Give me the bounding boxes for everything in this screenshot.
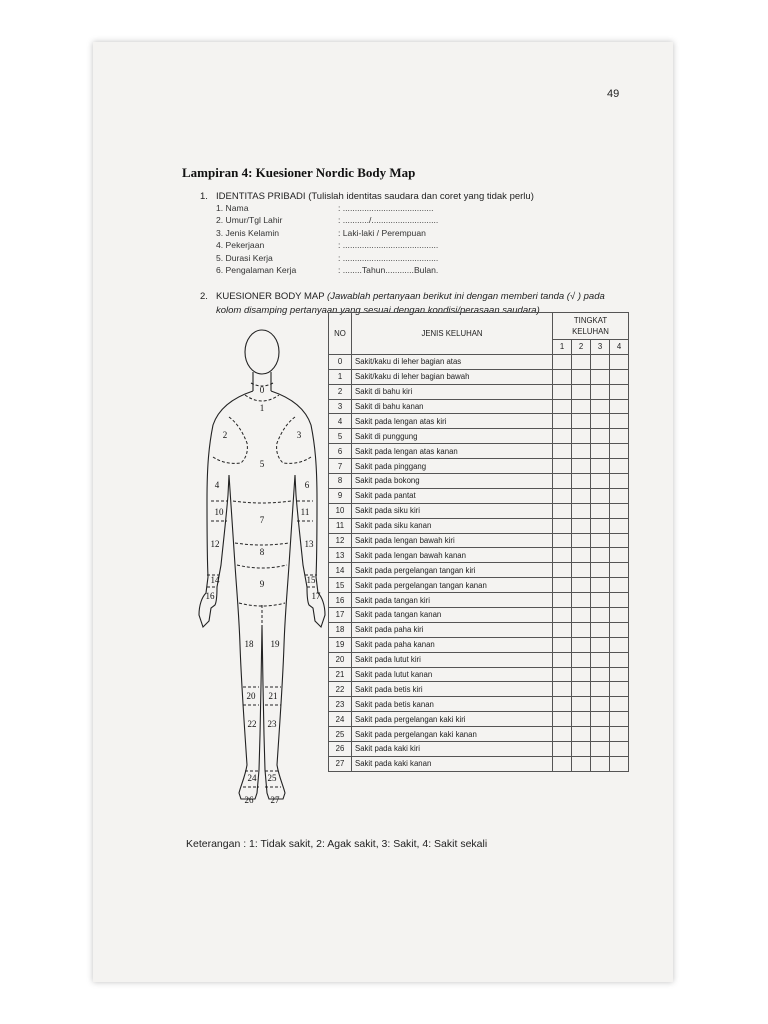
row-complaint: Sakit pada paha kanan (352, 637, 553, 652)
level-checkbox-cell[interactable] (610, 756, 629, 771)
row-complaint: Sakit pada lengan atas kiri (352, 414, 553, 429)
row-number: 7 (329, 459, 352, 474)
identity-field-value[interactable]: : ........................................ (338, 252, 439, 263)
row-complaint: Sakit pada kaki kanan (352, 756, 553, 771)
row-number: 26 (329, 742, 352, 757)
level-checkbox-cell[interactable] (610, 548, 629, 563)
section-1-title: IDENTITAS PRIBADI (Tulislah identitas saudara dan coret yang tidak perlu) (216, 191, 534, 202)
level-checkbox-cell[interactable] (610, 488, 629, 503)
level-checkbox-cell[interactable] (591, 459, 610, 474)
level-checkbox-cell[interactable] (610, 742, 629, 757)
body-region-label: 8 (259, 547, 265, 557)
row-complaint: Sakit pada pergelangan tangan kiri (352, 563, 553, 578)
table-row (329, 712, 629, 727)
level-checkbox-cell[interactable] (572, 682, 591, 697)
level-checkbox-cell[interactable] (591, 637, 610, 652)
level-checkbox-cell[interactable] (610, 518, 629, 533)
level-checkbox-cell[interactable] (610, 503, 629, 518)
row-complaint: Sakit pada tangan kanan (352, 608, 553, 623)
level-checkbox-cell[interactable] (572, 727, 591, 742)
table-row (329, 622, 629, 637)
row-number: 24 (329, 712, 352, 727)
level-header: 2 (572, 340, 591, 355)
level-checkbox-cell[interactable] (572, 548, 591, 563)
section-1-number: 1. (200, 191, 208, 202)
row-number: 13 (329, 548, 352, 563)
level-checkbox-cell[interactable] (572, 354, 591, 369)
level-checkbox-cell[interactable] (591, 608, 610, 623)
level-checkbox-cell[interactable] (553, 563, 572, 578)
level-checkbox-cell[interactable] (591, 518, 610, 533)
level-checkbox-cell[interactable] (591, 682, 610, 697)
level-checkbox-cell[interactable] (553, 384, 572, 399)
table-row (329, 414, 629, 429)
level-checkbox-cell[interactable] (591, 533, 610, 548)
level-checkbox-cell[interactable] (572, 414, 591, 429)
body-region-label: 26 (244, 795, 254, 805)
section-2-instruction-2: kolom disamping pertanyaan yang sesuai dengan kondisi/perasaan saudara) (216, 305, 540, 316)
level-checkbox-cell[interactable] (553, 622, 572, 637)
level-checkbox-cell[interactable] (553, 727, 572, 742)
row-number: 0 (329, 354, 352, 369)
row-complaint: Sakit pada paha kiri (352, 622, 553, 637)
level-checkbox-cell[interactable] (610, 563, 629, 578)
section-2-title: KUESIONER BODY MAP (216, 291, 325, 302)
level-checkbox-cell[interactable] (610, 637, 629, 652)
table-row (329, 444, 629, 459)
row-number: 4 (329, 414, 352, 429)
level-checkbox-cell[interactable] (572, 503, 591, 518)
level-checkbox-cell[interactable] (572, 697, 591, 712)
row-number: 1 (329, 369, 352, 384)
level-checkbox-cell[interactable] (610, 369, 629, 384)
table-row (329, 503, 629, 518)
level-checkbox-cell[interactable] (610, 384, 629, 399)
row-number: 20 (329, 652, 352, 667)
identity-field-label: 2. Umur/Tgl Lahir (216, 215, 283, 226)
identity-field-value[interactable]: : ...................................... (338, 203, 434, 213)
level-checkbox-cell[interactable] (610, 414, 629, 429)
row-complaint: Sakit pada lengan bawah kiri (352, 533, 553, 548)
row-complaint: Sakit pada siku kiri (352, 503, 553, 518)
section-2-number: 2. (200, 291, 208, 302)
level-checkbox-cell[interactable] (591, 727, 610, 742)
level-checkbox-cell[interactable] (553, 518, 572, 533)
level-checkbox-cell[interactable] (591, 474, 610, 489)
body-region-label: 27 (270, 795, 280, 805)
level-checkbox-cell[interactable] (553, 369, 572, 384)
row-number: 17 (329, 608, 352, 623)
level-checkbox-cell[interactable] (610, 622, 629, 637)
level-checkbox-cell[interactable] (591, 756, 610, 771)
level-checkbox-cell[interactable] (591, 622, 610, 637)
row-number: 22 (329, 682, 352, 697)
level-checkbox-cell[interactable] (572, 369, 591, 384)
level-checkbox-cell[interactable] (572, 652, 591, 667)
level-checkbox-cell[interactable] (610, 593, 629, 608)
body-region-label: 21 (268, 691, 278, 701)
level-checkbox-cell[interactable] (553, 429, 572, 444)
level-header: 3 (591, 340, 610, 355)
complaint-table (328, 312, 629, 772)
row-number: 8 (329, 474, 352, 489)
row-number: 19 (329, 637, 352, 652)
body-region-label: 11 (300, 507, 310, 517)
body-region-label: 6 (304, 480, 310, 490)
row-number: 14 (329, 563, 352, 578)
level-checkbox-cell[interactable] (591, 369, 610, 384)
level-checkbox-cell[interactable] (591, 742, 610, 757)
table-row (329, 608, 629, 623)
table-row (329, 488, 629, 503)
identity-field-value[interactable]: : ........................................ (338, 240, 439, 251)
level-checkbox-cell[interactable] (610, 652, 629, 667)
level-checkbox-cell[interactable] (610, 354, 629, 369)
section-2-instruction-1: (Jawablah pertanyaan berikut ini dengan memberi tanda (√ ) pada (327, 291, 605, 302)
row-number: 10 (329, 503, 352, 518)
table-row (329, 459, 629, 474)
row-complaint: Sakit di bahu kiri (352, 384, 553, 399)
row-number: 5 (329, 429, 352, 444)
level-checkbox-cell[interactable] (591, 444, 610, 459)
section-2-heading (200, 291, 605, 302)
level-checkbox-cell[interactable] (553, 637, 572, 652)
level-checkbox-cell[interactable] (572, 429, 591, 444)
level-checkbox-cell[interactable] (591, 488, 610, 503)
level-checkbox-cell[interactable] (572, 518, 591, 533)
row-complaint: Sakit pada pinggang (352, 459, 553, 474)
level-checkbox-cell[interactable] (553, 474, 572, 489)
level-checkbox-cell[interactable] (553, 667, 572, 682)
level-checkbox-cell[interactable] (591, 503, 610, 518)
level-checkbox-cell[interactable] (572, 563, 591, 578)
identity-field-label: 5. Durasi Kerja (216, 252, 273, 263)
row-complaint: Sakit di bahu kanan (352, 399, 553, 414)
table-row (329, 474, 629, 489)
level-checkbox-cell[interactable] (553, 548, 572, 563)
level-checkbox-cell[interactable] (591, 429, 610, 444)
level-checkbox-cell[interactable] (572, 742, 591, 757)
row-number: 6 (329, 444, 352, 459)
table-row (329, 637, 629, 652)
row-complaint: Sakit pada lengan bawah kanan (352, 548, 553, 563)
table-row (329, 697, 629, 712)
table-row (329, 756, 629, 771)
level-checkbox-cell[interactable] (591, 548, 610, 563)
row-number: 16 (329, 593, 352, 608)
level-checkbox-cell[interactable] (610, 727, 629, 742)
body-map-figure (195, 325, 330, 815)
level-checkbox-cell[interactable] (591, 667, 610, 682)
level-checkbox-cell[interactable] (591, 593, 610, 608)
level-checkbox-cell[interactable] (553, 414, 572, 429)
level-checkbox-cell[interactable] (591, 578, 610, 593)
level-checkbox-cell[interactable] (572, 756, 591, 771)
row-complaint: Sakit pada tangan kiri (352, 593, 553, 608)
page-number: 49 (607, 88, 620, 100)
level-checkbox-cell[interactable] (610, 697, 629, 712)
level-checkbox-cell[interactable] (572, 622, 591, 637)
level-checkbox-cell[interactable] (572, 593, 591, 608)
level-checkbox-cell[interactable] (610, 429, 629, 444)
body-region-label: 24 (247, 773, 257, 783)
table-row (329, 727, 629, 742)
identity-field-value[interactable]: : Laki-laki / Perempuan (338, 227, 426, 238)
table-row (329, 652, 629, 667)
row-complaint: Sakit pada pergelangan kaki kiri (352, 712, 553, 727)
header-no: NO (329, 313, 352, 355)
header-tingkat-keluhan: TINGKAT KELUHAN (553, 313, 629, 340)
row-complaint: Sakit di punggung (352, 429, 553, 444)
level-checkbox-cell[interactable] (591, 652, 610, 667)
table-row (329, 667, 629, 682)
level-checkbox-cell[interactable] (591, 563, 610, 578)
row-number: 18 (329, 622, 352, 637)
level-checkbox-cell[interactable] (553, 488, 572, 503)
row-number: 23 (329, 697, 352, 712)
level-header: 1 (553, 340, 572, 355)
table-row (329, 593, 629, 608)
row-complaint: Sakit pada pergelangan kaki kanan (352, 727, 553, 742)
complaint-rows (329, 354, 629, 771)
identity-field-value[interactable]: : ........Tahun............Bulan. (338, 265, 439, 275)
level-checkbox-cell[interactable] (553, 459, 572, 474)
table-row (329, 429, 629, 444)
row-complaint: Sakit pada lutut kanan (352, 667, 553, 682)
body-region-label: 18 (244, 639, 254, 649)
level-checkbox-cell[interactable] (572, 637, 591, 652)
table-row (329, 518, 629, 533)
identity-field-label: 3. Jenis Kelamin (216, 227, 280, 238)
level-checkbox-cell[interactable] (610, 712, 629, 727)
level-checkbox-cell[interactable] (591, 354, 610, 369)
level-checkbox-cell[interactable] (610, 608, 629, 623)
body-region-label: 22 (247, 719, 257, 729)
body-region-label: 4 (214, 480, 220, 490)
level-checkbox-cell[interactable] (553, 697, 572, 712)
body-region-label: 5 (259, 459, 265, 469)
row-complaint: Sakit pada betis kanan (352, 697, 553, 712)
table-row (329, 354, 629, 369)
level-checkbox-cell[interactable] (591, 712, 610, 727)
body-region-label: 13 (304, 539, 314, 549)
body-region-label: 10 (214, 507, 224, 517)
body-region-label: 1 (259, 403, 265, 413)
level-checkbox-cell[interactable] (553, 756, 572, 771)
row-complaint: Sakit pada pergelangan tangan kanan (352, 578, 553, 593)
table-row (329, 548, 629, 563)
header-jenis-keluhan: JENIS KELUHAN (352, 313, 553, 355)
body-region-label: 17 (311, 591, 321, 601)
section-1-heading (200, 191, 534, 202)
body-region-label: 16 (205, 591, 215, 601)
legend: Keterangan : 1: Tidak sakit, 2: Agak sakit, 3: Sakit, 4: Sakit sekali (186, 838, 488, 850)
level-checkbox-cell[interactable] (591, 414, 610, 429)
level-checkbox-cell[interactable] (553, 533, 572, 548)
level-checkbox-cell[interactable] (572, 384, 591, 399)
row-complaint: Sakit pada betis kiri (352, 682, 553, 697)
body-region-label: 25 (267, 773, 277, 783)
row-complaint: Sakit pada pantat (352, 488, 553, 503)
level-checkbox-cell[interactable] (572, 608, 591, 623)
level-checkbox-cell[interactable] (572, 459, 591, 474)
level-checkbox-cell[interactable] (553, 593, 572, 608)
table-row (329, 742, 629, 757)
identity-field-label: 1. Nama (216, 203, 249, 213)
row-number: 25 (329, 727, 352, 742)
row-number: 9 (329, 488, 352, 503)
row-number: 21 (329, 667, 352, 682)
level-checkbox-cell[interactable] (553, 578, 572, 593)
level-checkbox-cell[interactable] (553, 712, 572, 727)
level-header: 4 (610, 340, 629, 355)
body-region-label: 9 (259, 579, 265, 589)
level-checkbox-cell[interactable] (610, 459, 629, 474)
level-checkbox-cell[interactable] (610, 399, 629, 414)
level-checkbox-cell[interactable] (610, 533, 629, 548)
level-checkbox-cell[interactable] (553, 652, 572, 667)
level-checkbox-cell[interactable] (553, 354, 572, 369)
body-region-label: 23 (267, 719, 277, 729)
row-number: 15 (329, 578, 352, 593)
row-number: 12 (329, 533, 352, 548)
body-region-label: 2 (222, 430, 228, 440)
level-checkbox-cell[interactable] (610, 444, 629, 459)
level-checkbox-cell[interactable] (610, 578, 629, 593)
row-number: 2 (329, 384, 352, 399)
table-row (329, 384, 629, 399)
level-checkbox-cell[interactable] (572, 667, 591, 682)
body-outline (199, 391, 325, 799)
level-checkbox-cell[interactable] (591, 384, 610, 399)
table-row (329, 533, 629, 548)
level-checkbox-cell[interactable] (572, 399, 591, 414)
level-checkbox-cell[interactable] (572, 488, 591, 503)
body-region-label: 0 (259, 385, 265, 395)
level-checkbox-cell[interactable] (553, 608, 572, 623)
row-complaint: Sakit/kaku di leher bagian atas (352, 354, 553, 369)
row-number: 11 (329, 518, 352, 533)
level-checkbox-cell[interactable] (572, 578, 591, 593)
level-checkbox-cell[interactable] (553, 503, 572, 518)
identity-field-label: 6. Pengalaman Kerja (216, 265, 297, 275)
row-number: 3 (329, 399, 352, 414)
level-checkbox-cell[interactable] (610, 667, 629, 682)
level-checkbox-cell[interactable] (591, 697, 610, 712)
level-checkbox-cell[interactable] (553, 444, 572, 459)
row-complaint: Sakit pada siku kanan (352, 518, 553, 533)
level-checkbox-cell[interactable] (572, 444, 591, 459)
table-row (329, 578, 629, 593)
head-outline (245, 330, 279, 374)
identity-field-value[interactable]: : .........../............................ (338, 215, 439, 226)
body-region-label: 3 (296, 430, 302, 440)
level-checkbox-cell[interactable] (610, 474, 629, 489)
table-row (329, 369, 629, 384)
row-complaint: Sakit/kaku di leher bagian bawah (352, 369, 553, 384)
row-number: 27 (329, 756, 352, 771)
table-row (329, 563, 629, 578)
body-region-label: 20 (246, 691, 256, 701)
table-row (329, 682, 629, 697)
row-complaint: Sakit pada lutut kiri (352, 652, 553, 667)
row-complaint: Sakit pada kaki kiri (352, 742, 553, 757)
row-complaint: Sakit pada lengan atas kanan (352, 444, 553, 459)
table-row (329, 399, 629, 414)
level-checkbox-cell[interactable] (553, 399, 572, 414)
row-complaint: Sakit pada bokong (352, 474, 553, 489)
level-checkbox-cell[interactable] (610, 682, 629, 697)
body-region-label: 7 (259, 515, 265, 525)
document-title: Lampiran 4: Kuesioner Nordic Body Map (182, 165, 416, 180)
level-checkbox-cell[interactable] (572, 712, 591, 727)
level-checkbox-cell[interactable] (553, 742, 572, 757)
identity-field-label: 4. Pekerjaan (216, 240, 265, 251)
level-checkbox-cell[interactable] (553, 682, 572, 697)
body-region-label: 15 (306, 575, 316, 585)
level-checkbox-cell[interactable] (572, 474, 591, 489)
body-region-label: 12 (210, 539, 220, 549)
level-checkbox-cell[interactable] (591, 399, 610, 414)
body-region-label: 14 (210, 575, 220, 585)
level-checkbox-cell[interactable] (572, 533, 591, 548)
body-region-label: 19 (270, 639, 280, 649)
